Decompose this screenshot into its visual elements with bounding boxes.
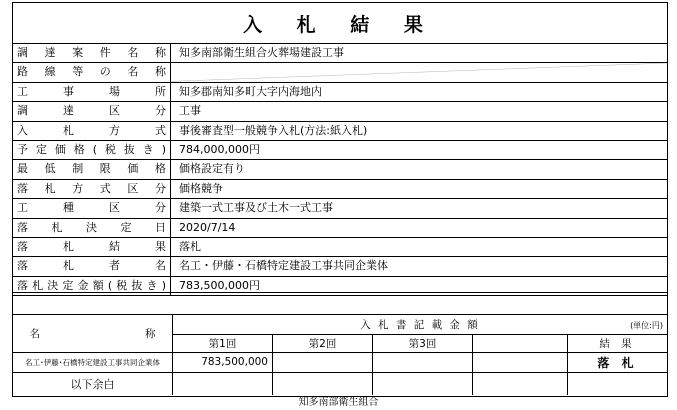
row-label: 落札結果: [13, 238, 171, 256]
row-value: 価格競争: [179, 181, 223, 195]
row-label: 入札方式: [13, 122, 171, 140]
row-award-method: [13, 180, 667, 199]
row-label: 落札方式区分: [13, 180, 171, 198]
row-value: 事後審査型一般競争入札(方法:紙入札): [179, 123, 368, 137]
result-sheet: [12, 2, 668, 397]
diagonal-strike: [171, 63, 667, 81]
empty-cell: [373, 373, 473, 395]
row-value: 2020/7/14: [179, 220, 236, 234]
bid-table: [13, 314, 667, 397]
issuer-footer: 知多南部衛生組合: [298, 397, 379, 408]
row-value: 知多郡南知多町大字内海地内: [179, 84, 322, 98]
row-project-name: [13, 44, 667, 63]
empty-cell: [273, 373, 373, 395]
section-spacer: [13, 292, 667, 313]
bid-amount-round-2: [273, 353, 373, 373]
row-minimum-price: [13, 160, 667, 179]
row-value: 知多南部衛生組合火葬場建設工事: [179, 46, 344, 59]
row-value: 価格設定有り: [179, 162, 245, 176]
empty-cell: [173, 373, 273, 395]
remainder-label: 以下余白: [13, 373, 173, 395]
row-label: 工事場所: [13, 83, 171, 101]
bid-amount-empty: [473, 353, 568, 373]
row-value: 名工・伊藤・石橋特定建設工事共同企業体: [179, 259, 388, 273]
row-award-result: [13, 238, 667, 257]
unit-note: (単位:円): [630, 321, 663, 330]
round-2-header: 第2回: [273, 335, 373, 353]
row-route-name: [13, 63, 667, 82]
name-header: 名 称: [13, 315, 173, 353]
row-location: [13, 83, 667, 102]
row-label: 調達区分: [13, 102, 171, 120]
row-label: 工種区分: [13, 199, 171, 217]
row-estimated-price: [13, 141, 667, 160]
row-winner-name: [13, 257, 667, 276]
bid-amount-round-3: [373, 353, 473, 373]
row-label: 路線等の名称: [13, 63, 171, 81]
bid-amount-round-1: 783,500,000: [173, 353, 273, 373]
round-3-header: 第3回: [373, 335, 473, 353]
row-value: 783,500,000円: [179, 278, 260, 292]
row-work-type: [13, 199, 667, 218]
row-label: 調達案件名称: [13, 44, 171, 62]
result-header: 結 果: [568, 335, 667, 353]
amount-header-cell: [173, 315, 667, 335]
info-rows: [13, 43, 667, 296]
bidder-result: 落 札: [568, 353, 667, 373]
row-value-empty: [171, 63, 667, 81]
round-empty-header: [473, 335, 568, 353]
round-1-header: 第1回: [173, 335, 273, 353]
row-label: 落札者名: [13, 257, 171, 275]
row-value: 落札: [179, 239, 201, 253]
row-award-date: [13, 219, 667, 238]
amount-header: 入 札 書 記 載 金 額: [360, 319, 480, 331]
row-label: 落札決定金額(税抜き): [13, 277, 171, 295]
row-label: 落札決定日: [13, 219, 171, 237]
row-value: 784,000,000円: [179, 142, 260, 156]
empty-cell: [473, 373, 568, 395]
row-category: [13, 102, 667, 121]
row-label: 予定価格(税抜き): [13, 141, 171, 159]
row-bid-method: [13, 122, 667, 141]
bidder-name: 名工･伊藤･石橋特定建設工事共同企業体: [13, 353, 173, 373]
row-value: 建築一式工事及び土木一式工事: [179, 201, 333, 215]
page-title: 入 札 結 果: [243, 13, 437, 36]
row-label: 最低制限価格: [13, 160, 171, 178]
row-value: 工事: [179, 104, 201, 118]
